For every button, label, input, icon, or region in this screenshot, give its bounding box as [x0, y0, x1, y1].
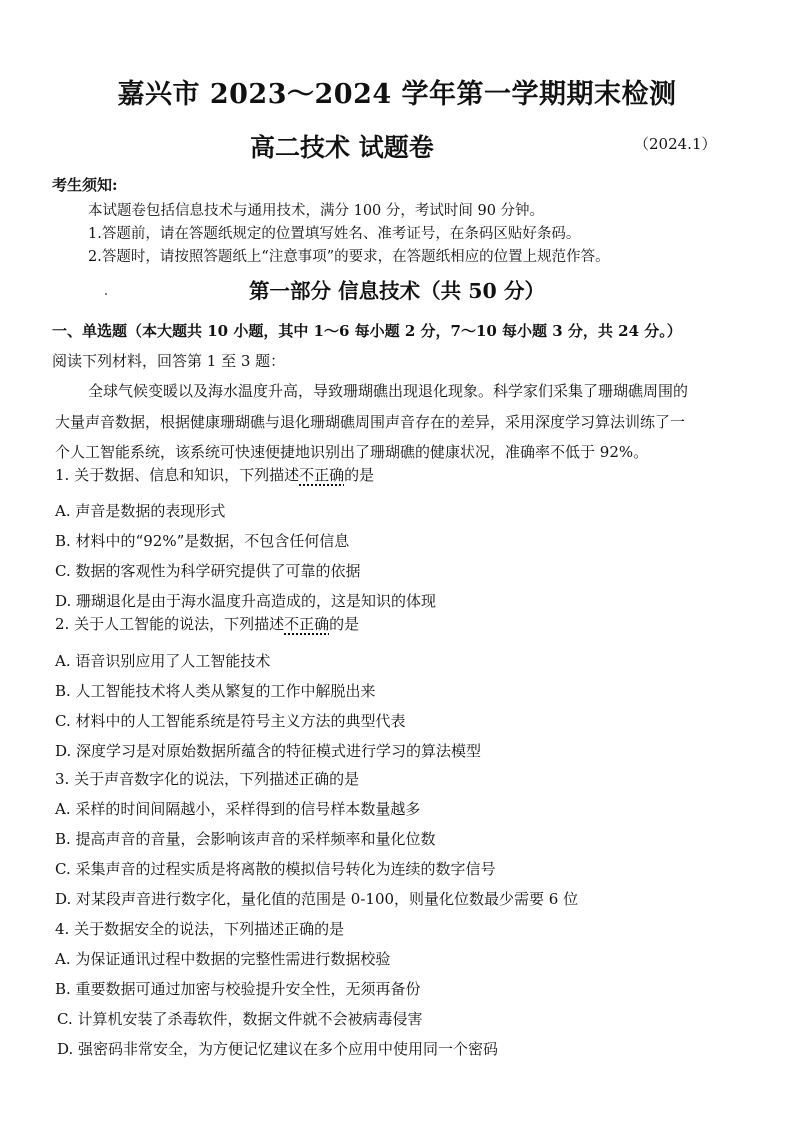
question-stem-text: 的是 [344, 466, 375, 484]
material-line: 全球气候变暖以及海水温度升高，导致珊瑚礁出现退化现象。科学家们采集了珊瑚礁周围的 [88, 382, 689, 400]
option-c: C. 采集声音的过程实质是将离散的模拟信号转化为连续的数字信号 [55, 860, 496, 878]
notice-item: 本试题卷包括信息技术与通用技术，满分 100 分，考试时间 90 分钟。 [88, 203, 545, 219]
option-b: B. 重要数据可通过加密与校验提升安全性，无须再备份 [55, 980, 421, 998]
question-3-stem [55, 768, 359, 789]
question-stem-text: 3. 关于声音数字化的说法，下列描述正确的是 [55, 770, 360, 788]
option-c: C. 材料中的人工智能系统是符号主义方法的典型代表 [55, 712, 406, 730]
material-line: 个人工智能系统，该系统可快速便捷地识别出了珊瑚礁的健康状况，准确率不低于 92%。 [55, 443, 649, 461]
option-c: C. 计算机安装了杀毒软件，数据文件就不会被病毒侵害 [57, 1010, 423, 1028]
notice-item: 1.答题前，请在答题纸规定的位置填写姓名、准考证号，在条码区贴好条码。 [88, 226, 581, 242]
option-d: D. 珊瑚退化是由于海水温度升高造成的，这是知识的体现 [55, 592, 437, 610]
question-stem-text: 2. 关于人工智能的说法，下列描述 [55, 615, 285, 633]
option-a: A. 采样的时间间隔越小，采样得到的信号样本数量越多 [55, 800, 421, 818]
option-a: A. 语音识别应用了人工智能技术 [55, 652, 271, 670]
exam-date: （2024.1） [634, 135, 717, 153]
question-stem-text: 的是 [329, 615, 360, 633]
question-1-stem [55, 464, 374, 485]
option-a: A. 为保证通讯过程中数据的完整性需进行数据校验 [55, 950, 391, 968]
notice-heading: 考生须知: [52, 176, 118, 194]
part-title: 第一部分 信息技术（共 50 分） [249, 279, 545, 303]
question-stem-emphasis: 不正确 [299, 466, 345, 484]
question-4-stem [55, 918, 344, 939]
option-b: B. 人工智能技术将人类从繁复的工作中解脱出来 [55, 682, 376, 700]
question-stem-text: 1. 关于数据、信息和知识，下列描述 [55, 466, 300, 484]
option-b: B. 提高声音的音量，会影响该声音的采样频率和量化位数 [55, 830, 436, 848]
notice-item: 2.答题时，请按照答题纸上“注意事项”的要求，在答题纸相应的位置上规范作答。 [88, 249, 610, 265]
option-a: A. 声音是数据的表现形式 [55, 502, 226, 520]
reading-instruction: 阅读下列材料，回答第 1 至 3 题： [52, 352, 286, 370]
exam-subtitle: 高二技术 试题卷 [250, 133, 434, 162]
material-line: 大量声音数据，根据健康珊瑚礁与退化珊瑚礁周围声音存在的差异，采用深度学习算法训练了一 [55, 413, 686, 431]
option-d: D. 强密码非常安全，为方便记忆建议在多个应用中使用同一个密码 [57, 1040, 499, 1058]
option-c: C. 数据的客观性为科学研究提供了可靠的依据 [55, 562, 361, 580]
exam-title: 嘉兴市 2023～2024 学年第一学期期末检测 [117, 79, 677, 110]
option-b: B. 材料中的“92%”是数据，不包含任何信息 [55, 532, 350, 550]
section-heading: 一、单选题（本大题共 10 小题，其中 1～6 每小题 2 分，7～10 每小题 3 分，共 24 分。） [52, 322, 682, 340]
question-stem-text: 4. 关于数据安全的说法，下列描述正确的是 [55, 920, 345, 938]
question-2-stem [55, 613, 359, 634]
option-d: D. 深度学习是对原始数据所蕴含的特征模式进行学习的算法模型 [55, 742, 482, 760]
option-d: D. 对某段声音进行数字化，量化值的范围是 0-100，则量化位数最少需要 6 位 [55, 890, 579, 908]
question-stem-emphasis: 不正确 [284, 615, 330, 633]
